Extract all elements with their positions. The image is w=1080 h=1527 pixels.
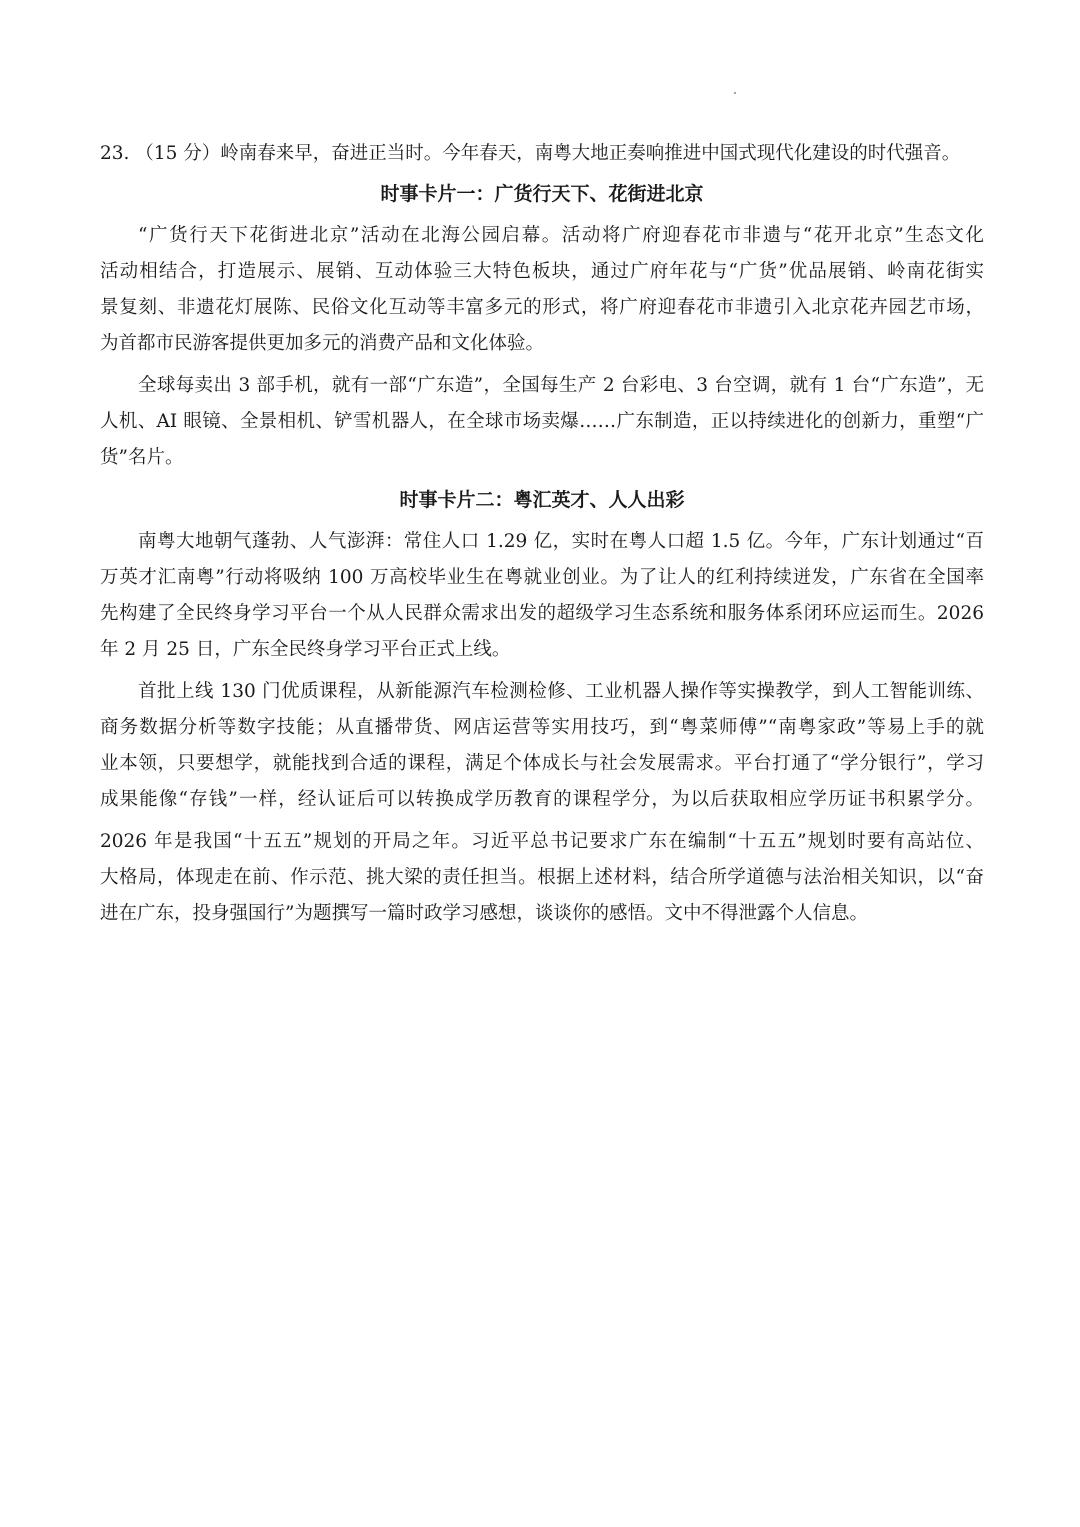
card1-title: 时事卡片一：广货行天下、花街进北京 bbox=[380, 183, 704, 205]
text-line: 全球每卖出 3 部手机，就有一部“广东造”，全国每生产 2 台彩电、3 台空调，就有 1 台“广东造”，无 bbox=[138, 375, 984, 396]
text-line: 活动相结合，打造展示、展销、互动体验三大特色板块，通过广府年花与“广货”优品展销、岭南花街实 bbox=[100, 261, 984, 282]
text-line: 2026 年是我国“十五五”规划的开局之年。习近平总书记要求广东在编制“十五五”规划时要有高站位、 bbox=[100, 831, 984, 852]
text-line: 为首都市民游客提供更加多元的消费产品和文化体验。 bbox=[100, 333, 545, 354]
text-line: 年 2 月 25 日，广东全民终身学习平台正式上线。 bbox=[100, 639, 511, 660]
text-line: 景复刻、非遗花灯展陈、民俗文化互动等丰富多元的形式，将广府迎春花市非遗引入北京花卉园艺市场， bbox=[100, 297, 984, 318]
text-line: 成果能像“存钱”一样，经认证后可以转换成学历教育的课程学分，为以后获取相应学历证书积累学分。 bbox=[100, 789, 984, 810]
card2-paragraph-2 bbox=[100, 674, 984, 818]
text-line: 货”名片。 bbox=[100, 447, 184, 468]
question-stem: 23. （15 分）岭南春来早，奋进正当时。今年春天，南粤大地正奏响推进中国式现代化建设的时代强音。 bbox=[100, 143, 961, 164]
question-content bbox=[100, 136, 984, 938]
text-line: 先构建了全民终身学习平台一个从人民群众需求出发的超级学习生态系统和服务体系闭环应运而生。2026 bbox=[100, 603, 984, 624]
text-line: 万英才汇南粤”行动将吸纳 100 万高校毕业生在粤就业创业。为了让人的红利持续迸发，广东省在全国率 bbox=[100, 567, 984, 588]
writing-task bbox=[100, 824, 984, 932]
card1-paragraph-2 bbox=[100, 368, 984, 476]
card1-paragraph-1 bbox=[100, 218, 984, 362]
text-line: 商务数据分析等数字技能；从直播带货、网店运营等实用技巧，到“粤菜师傅”“南粤家政”等易上手的就 bbox=[100, 717, 984, 738]
card2-title: 时事卡片二：粤汇英才、人人出彩 bbox=[399, 489, 685, 511]
card2-paragraph-1 bbox=[100, 524, 984, 668]
text-line: 人机、AI 眼镜、全景相机、铲雪机器人，在全球市场卖爆……广东制造，正以持续进化的创新力，重塑“广 bbox=[100, 411, 984, 432]
text-line: 进在广东，投身强国行”为题撰写一篇时政学习感想，谈谈你的感悟。文中不得泄露个人信息。 bbox=[100, 903, 868, 924]
text-line: 南粤大地朝气蓬勃、人气澎湃：常住人口 1.29 亿，实时在粤人口超 1.5 亿。今年，广东计划通过“百 bbox=[138, 531, 984, 552]
text-line: 大格局，体现走在前、作示范、挑大梁的责任担当。根据上述材料，结合所学道德与法治相关知识，以“奋 bbox=[100, 867, 984, 888]
text-line: “广货行天下花街进北京”活动在北海公园启幕。活动将广府迎春花市非遗与“花开北京”生态文化 bbox=[138, 225, 984, 246]
scan-speck bbox=[734, 92, 736, 94]
text-line: 首批上线 130 门优质课程，从新能源汽车检测检修、工业机器人操作等实操教学，到人工智能训练、 bbox=[138, 681, 984, 702]
text-line: 业本领，只要想学，就能找到合适的课程，满足个体成长与社会发展需求。平台打通了“学分银行”，学习 bbox=[100, 753, 984, 774]
